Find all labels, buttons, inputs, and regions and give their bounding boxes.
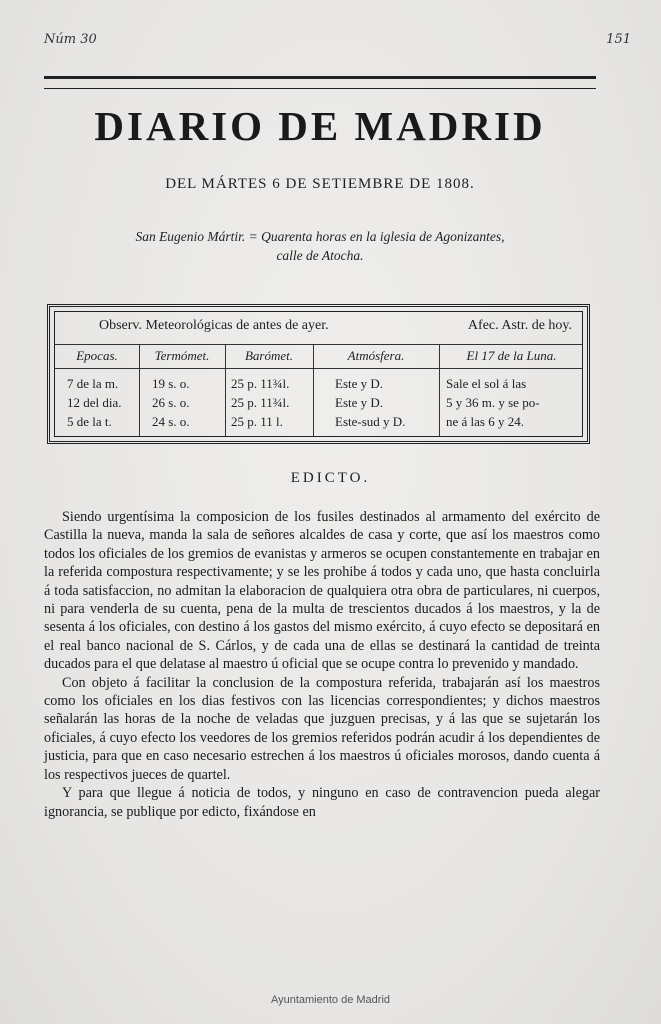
saint-line-1: San Eugenio Mártir. = Quarenta horas en la iglesia de Agonizantes, [135, 229, 505, 244]
atmosfera-cell: Este y D. [335, 376, 384, 391]
masthead-rule [44, 76, 596, 89]
dateline: DEL MÁRTES 6 DE SETIEMBRE DE 1808. [165, 176, 475, 192]
table-title-left: Observ. Meteorológicas de antes de ayer. [99, 318, 329, 333]
page-number: 151 [606, 32, 631, 47]
issue-number: Núm 30 [44, 32, 97, 47]
barometro-cell: 25 p. 11¾l. [231, 395, 290, 410]
table-rule [55, 344, 582, 345]
saint-line-2: calle de Atocha. [276, 248, 364, 263]
column-header: Epocas. [76, 348, 118, 363]
table-inner [54, 311, 583, 437]
edicto-paragraph: Y para que llegue á noticia de todos, y ninguno en caso de contravencion pueda alegar ignorancia, se publique por edicto, fixándose en [44, 785, 600, 820]
luna-cell: 5 y 36 m. y se po- [446, 395, 540, 410]
meteorological-table [47, 304, 590, 444]
termometro-cell: 19 s. o. [152, 376, 190, 391]
edicto-title: EDICTO. [290, 470, 371, 486]
column-header: Barómet. [244, 348, 294, 363]
atmosfera-cell: Este y D. [335, 395, 384, 410]
epoca-cell: 7 de la m. [67, 376, 119, 391]
masthead-title: DIARIO DE MADRID [94, 103, 546, 149]
termometro-cell: 24 s. o. [152, 414, 190, 429]
luna-cell: ne á las 6 y 24. [446, 414, 524, 429]
termometro-cell: 26 s. o. [152, 395, 190, 410]
page-header [44, 32, 631, 54]
table-title-row [55, 318, 582, 340]
column-header: El 17 de la Luna. [466, 348, 557, 363]
edicto-paragraph: Siendo urgentísima la composicion de los fusiles destinados al armamento del exército de Castilla la nueva, manda la sala de señores alcaldes de casa y corte, que así los maestros como todos los oficiales de los gremios de evanistas y armeros se ocupen constantemente en trabajar en la referida compostura respectivamente; y se les prohibe á todos y cada uno, que hasta concluirla á toda satisfaccion, no admitan la elaboracion de qualquiera otra obra de particulares, ni cuerpos, ni para venderla de su cuenta, pena de la multa de trescientos ducados á los maestros, y la de sesenta á los oficiales, con destino á los gastos del mismo exército, á cuyo efecto se depositará en el real banco nacional de S. Cárlos, y de cada una de ellas se destinará la cantidad de treinta ducados para el que delatase al maestro ú oficial que se ocupe contra lo prevenido y mandado. [44, 509, 600, 673]
table-rule [55, 368, 582, 369]
atmosfera-cell: Este-sud y D. [335, 414, 406, 429]
saint-line [50, 227, 590, 265]
barometro-cell: 25 p. 11¾l. [231, 376, 290, 391]
edicto-body [44, 508, 600, 821]
table-title-right: Afec. Astr. de hoy. [467, 318, 572, 333]
epoca-cell: 12 del dia. [67, 395, 122, 410]
edicto-paragraph: Con objeto á facilitar la conclusion de la compostura referida, trabajarán así los maestros como los oficiales en los dias festivos con las licencias correspondientes; y dichos maestros señalarán las horas de la noche de veladas que juzguen precisas, y á las que se sujetarán los oficiales, á cuyo efecto los veedores de los gremios referidos podrán acudir á los dependientes de justicia, para que en caso necesario estrechen á los maestros ú oficiales morosos, dando cuenta á los respectivos jueces de quartel. [44, 674, 600, 783]
column-header: Atmósfera. [347, 348, 405, 363]
column-header: Termómet. [154, 348, 210, 363]
luna-cell: Sale el sol á las [446, 376, 527, 391]
barometro-cell: 25 p. 11 l. [231, 414, 283, 429]
epoca-cell: 5 de la t. [67, 414, 112, 429]
archive-watermark: Ayuntamiento de Madrid [270, 994, 391, 1006]
